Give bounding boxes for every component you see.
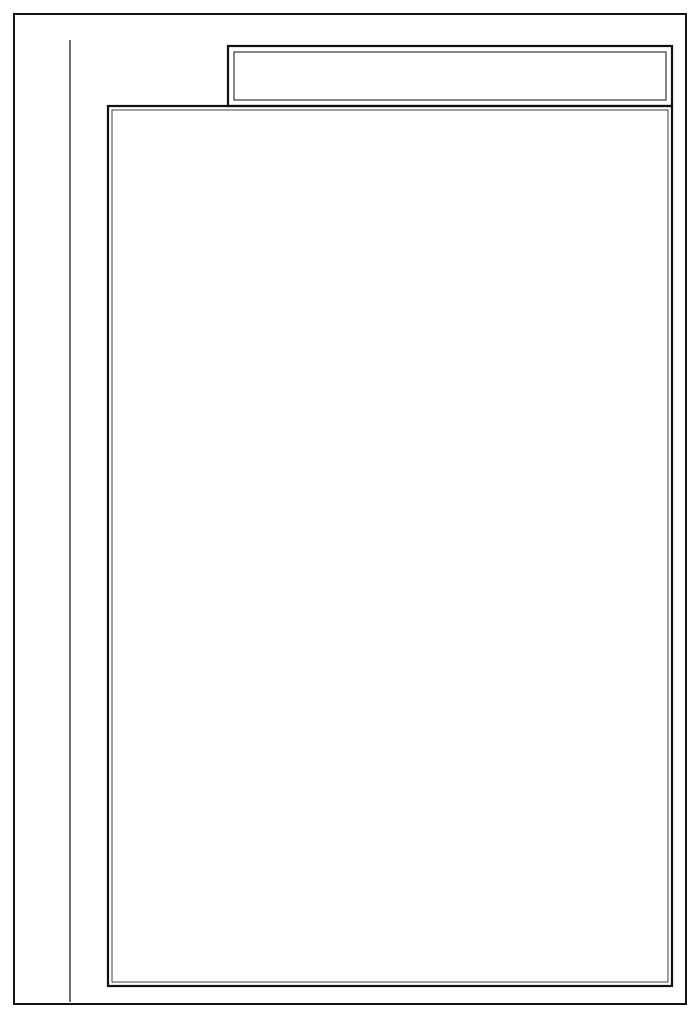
- page-border: [14, 14, 686, 1004]
- page-title: [238, 56, 662, 98]
- main-table-inner: [112, 110, 668, 982]
- main-table: [108, 106, 672, 986]
